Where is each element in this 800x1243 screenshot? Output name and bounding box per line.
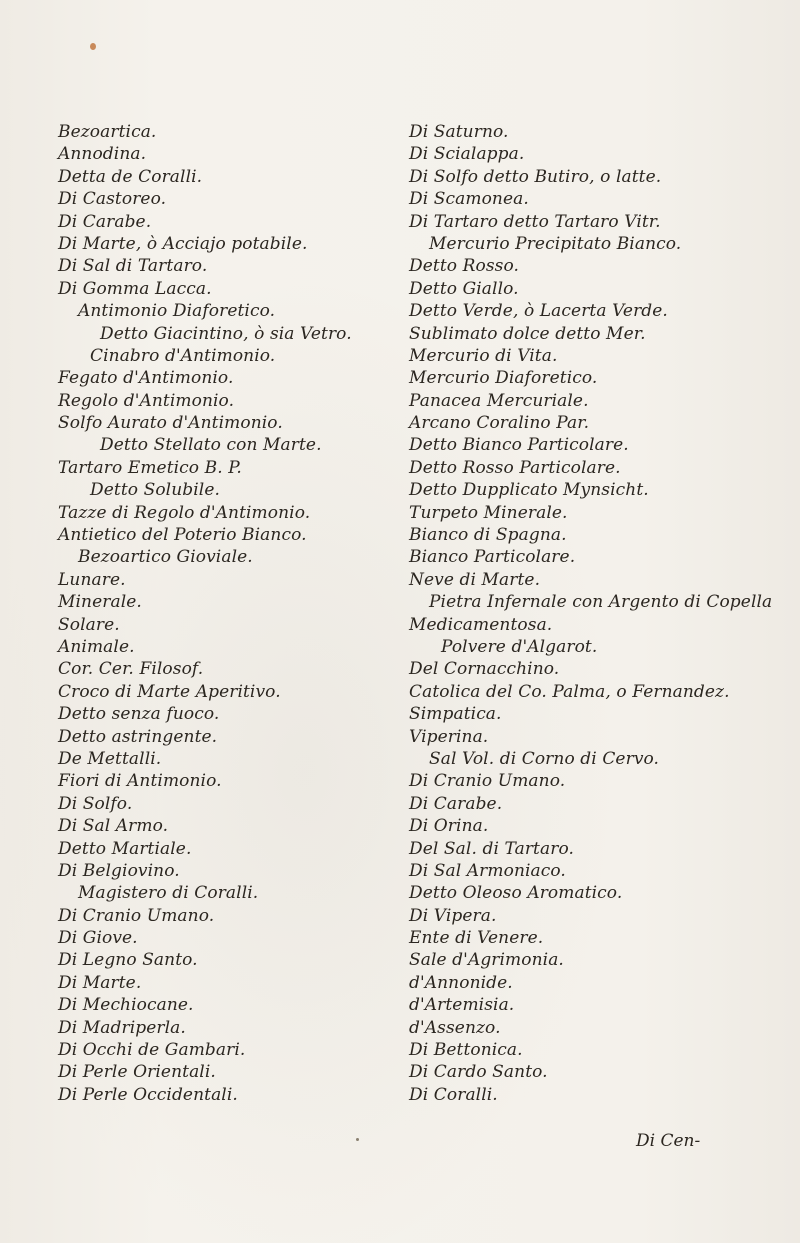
list-item: Di Occhi de Gambari.: [58, 1040, 246, 1061]
list-item: Pietra Infernale con Argento di Copella: [429, 592, 773, 613]
list-item: Detto astringente.: [58, 726, 218, 747]
list-item: Di Sal Armo.: [58, 816, 169, 837]
list-item: Di Perle Orientali.: [58, 1062, 216, 1083]
list-item: Animale.: [58, 636, 135, 657]
list-item: Ente di Venere.: [409, 928, 544, 949]
left-column-list: [58, 121, 398, 1106]
ink-spot: [90, 43, 96, 50]
list-item: Di Cranio Umano.: [58, 905, 215, 926]
list-item: Neve di Marte.: [409, 569, 541, 590]
list-item: Di Vipera.: [409, 905, 497, 926]
list-item: Cor. Cer. Filosof.: [58, 659, 204, 680]
list-item: Di Bettonica.: [409, 1040, 523, 1061]
list-item: Annodina.: [58, 144, 147, 165]
list-item: Detto Giallo.: [409, 278, 519, 299]
list-item: Detto Rosso.: [409, 256, 520, 277]
list-item: Del Cornacchino.: [409, 659, 560, 680]
list-item: Sublimato dolce detto Mer.: [409, 323, 646, 344]
list-item: Detto Bianco Particolare.: [409, 435, 629, 456]
list-item: d'Annonide.: [409, 972, 513, 993]
list-item: Di Sal Armoniaco.: [409, 860, 566, 881]
list-item: Fegato d'Antimonio.: [58, 368, 234, 389]
list-item: Detto Oleoso Aromatico.: [409, 883, 623, 904]
list-item: Sale d'Agrimonia.: [409, 950, 564, 971]
list-item: Croco di Marte Aperitivo.: [58, 681, 281, 702]
list-item: Viperina.: [409, 726, 489, 747]
list-item: Di Marte, ò Acciajo potabile.: [58, 233, 308, 254]
list-item: Minerale.: [58, 592, 142, 613]
list-item: Polvere d'Algarot.: [441, 636, 598, 657]
list-item: Di Perle Occidentali.: [58, 1084, 238, 1105]
list-item: Mercurio di Vita.: [409, 345, 558, 366]
list-item: Fiori di Antimonio.: [58, 771, 222, 792]
list-item: d'Assenzo.: [409, 1017, 501, 1038]
list-item: Di Carabe.: [409, 793, 503, 814]
list-item: Di Belgiovino.: [58, 860, 180, 881]
list-item: Di Madriperla.: [58, 1017, 186, 1038]
list-item: Di Giove.: [58, 928, 138, 949]
list-item: Di Solfo detto Butiro, o latte.: [409, 166, 662, 187]
list-item: Di Gomma Lacca.: [58, 278, 212, 299]
list-item: Detto Dupplicato Mynsicht.: [409, 480, 649, 501]
list-item: Detto Verde, ò Lacerta Verde.: [409, 301, 668, 322]
list-item: Di Cranio Umano.: [409, 771, 566, 792]
list-item: Di Carabe.: [58, 211, 152, 232]
ink-spot: [356, 1138, 359, 1141]
list-item: Di Scamonea.: [409, 189, 529, 210]
list-item: Cinabro d'Antimonio.: [90, 345, 276, 366]
list-item: Del Sal. di Tartaro.: [409, 838, 574, 859]
list-item: Bianco di Spagna.: [409, 525, 567, 546]
list-item: Detto Stellato con Marte.: [100, 435, 322, 456]
list-item: Di Saturno.: [409, 122, 509, 142]
list-item: Panacea Mercuriale.: [409, 390, 589, 411]
list-item: Detto Giacintino, ò sia Vetro.: [100, 323, 352, 344]
list-item: Di Castoreo.: [58, 189, 167, 210]
list-item: Detta de Coralli.: [58, 166, 203, 187]
list-item: Di Orina.: [409, 816, 489, 837]
list-item: Detto Martiale.: [58, 838, 192, 859]
list-item: Simpatica.: [409, 704, 502, 725]
list-item: Medicamentosa.: [409, 614, 553, 635]
list-item: Magistero di Coralli.: [78, 883, 259, 904]
list-item: Di Sal di Tartaro.: [58, 256, 208, 277]
list-item: Di Coralli.: [409, 1084, 498, 1105]
list-item: Bezoartico Gioviale.: [78, 547, 253, 568]
list-item: Tazze di Regolo d'Antimonio.: [58, 502, 311, 523]
list-item: Bianco Particolare.: [409, 547, 576, 568]
list-item: Mercurio Precipitato Bianco.: [429, 233, 682, 254]
list-item: Detto senza fuoco.: [58, 704, 220, 725]
list-item: Di Legno Santo.: [58, 950, 198, 971]
list-item: Detto Solubile.: [90, 480, 220, 501]
list-item: Antimonio Diaforetico.: [78, 301, 276, 322]
list-item: Lunare.: [58, 569, 126, 590]
list-item: Di Solfo.: [58, 793, 133, 814]
list-item: Turpeto Minerale.: [409, 502, 568, 523]
list-item: Di Tartaro detto Tartaro Vitr.: [409, 211, 661, 232]
list-item: Di Scialappa.: [409, 144, 525, 165]
list-item: Catolica del Co. Palma, o Fernandez.: [409, 681, 730, 702]
right-column-list: [409, 121, 789, 1106]
list-item: Arcano Coralino Par.: [409, 413, 590, 434]
list-item: Regolo d'Antimonio.: [58, 390, 235, 411]
list-item: Mercurio Diaforetico.: [409, 368, 598, 389]
list-item: Detto Rosso Particolare.: [409, 457, 621, 478]
list-item: d'Artemisia.: [409, 995, 515, 1016]
list-item: Di Mechiocane.: [58, 995, 194, 1016]
list-item: Bezoartica.: [58, 122, 157, 142]
list-item: Di Cardo Santo.: [409, 1062, 548, 1083]
list-item: De Mettalli.: [58, 748, 162, 769]
list-item: Tartaro Emetico B. P.: [58, 457, 242, 478]
list-item: Antietico del Poterio Bianco.: [58, 525, 307, 546]
list-item: Sal Vol. di Corno di Cervo.: [429, 748, 660, 769]
catchword: Di Cen-: [636, 1131, 701, 1151]
list-item: Di Marte.: [58, 972, 142, 993]
list-item: Solfo Aurato d'Antimonio.: [58, 413, 283, 434]
list-item: Solare.: [58, 614, 120, 635]
